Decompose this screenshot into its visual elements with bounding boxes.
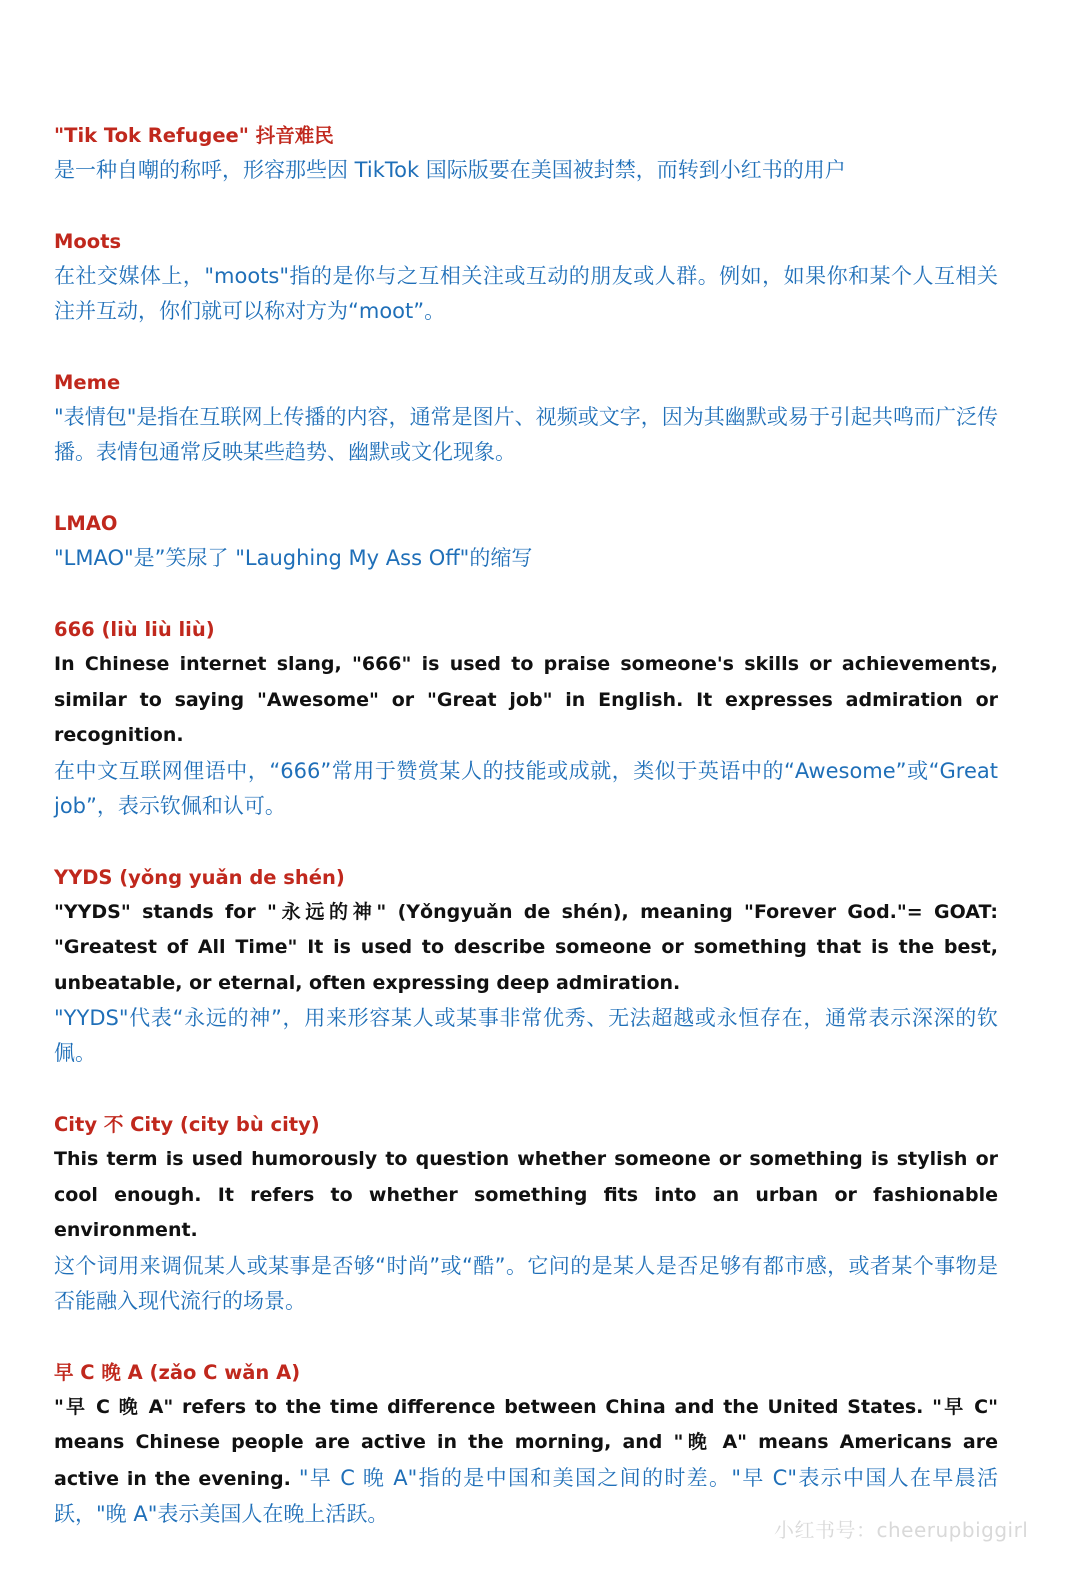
- chinese-definition: 是一种自嘲的称呼，形容那些因 TikTok 国际版要在美国被封禁，而转到小红书的用户: [54, 158, 846, 182]
- entry-zao-c-wan-a: [54, 1355, 998, 1534]
- term-title: 早 C 晚 A (zǎo C wǎn A): [54, 1360, 301, 1384]
- english-text: "早 C 晚 A" refers to the time difference between China and the United States. "早 C" means Chinese people are active in the morning, and "晚 A" means Americans are active in the evening.: [54, 1395, 998, 1490]
- entry-tiktok-refugee: [54, 118, 998, 188]
- chinese-definition: "早 C 晚 A"指的是中国和美国之间的时差。"早 C"表示中国人在早晨活跃，"晚 A"表示美国人在晚上活跃。: [54, 1465, 999, 1526]
- term-title: Meme: [54, 371, 121, 394]
- term-title: "Tik Tok Refugee" 抖音难民: [54, 124, 334, 147]
- english-definition: "YYDS" stands for "永远的神" (Yǒngyuǎn de shén), meaning "Forever God."= GOAT: "Greatest of All Time" It is used to describe someone or something that is the best, unbeatable, or eternal, often expressing deep admiration.: [54, 900, 998, 994]
- term-title: YYDS (yǒng yuǎn de shén): [54, 865, 345, 889]
- chinese-definition: 这个词用来调侃某人或某事是否够“时尚”或“酷”。它问的是某人是否足够有都市感，或者某个事物是否能融入现代流行的场景。: [54, 1253, 998, 1313]
- term-title: LMAO: [54, 512, 118, 535]
- entry-yyds: [54, 860, 998, 1072]
- entry-lmao: [54, 506, 998, 576]
- chinese-definition: 在中文互联网俚语中，“666”常用于赞赏某人的技能或成就，类似于英语中的“Awesome”或“Great job”，表示钦佩和认可。: [54, 758, 998, 818]
- entry-666: [54, 612, 998, 824]
- watermark: 小红书号：cheerupbiggirl: [774, 1518, 1029, 1542]
- entry-meme: [54, 365, 998, 470]
- term-title: City 不 City (city bù city): [54, 1113, 320, 1136]
- entry-moots: [54, 224, 998, 329]
- english-definition: This term is used humorously to question whether someone or something is stylish or cool enough. It refers to whether something fits into an urban or fashionable environment.: [54, 1148, 998, 1241]
- chinese-definition: "YYDS"代表“永远的神”，用来形容某人或某事非常优秀、无法超越或永恒存在，通常表示深深的钦佩。: [54, 1006, 998, 1065]
- chinese-definition: "表情包"是指在互联网上传播的内容，通常是图片、视频或文字，因为其幽默或易于引起共鸣而广泛传播。表情包通常反映某些趋势、幽默或文化现象。: [54, 405, 998, 464]
- term-title: 666 (liù liù liù): [54, 618, 215, 641]
- english-definition: In Chinese internet slang, "666" is used to praise someone's skills or achievements, similar to saying "Awesome" or "Great job" in English. It expresses admiration or recognition.: [54, 653, 998, 746]
- chinese-definition: "LMAO"是”笑尿了 "Laughing My Ass Off"的缩写: [54, 546, 533, 570]
- chinese-definition: 在社交媒体上，"moots"指的是你与之互相关注或互动的朋友或人群。例如，如果你和某个人互相关注并互动，你们就可以称对方为“moot”。: [54, 264, 998, 323]
- glossary: [54, 118, 998, 1534]
- english-definition: [54, 1390, 998, 1534]
- entry-city-bu-city: [54, 1107, 998, 1319]
- term-title: Moots: [54, 230, 122, 253]
